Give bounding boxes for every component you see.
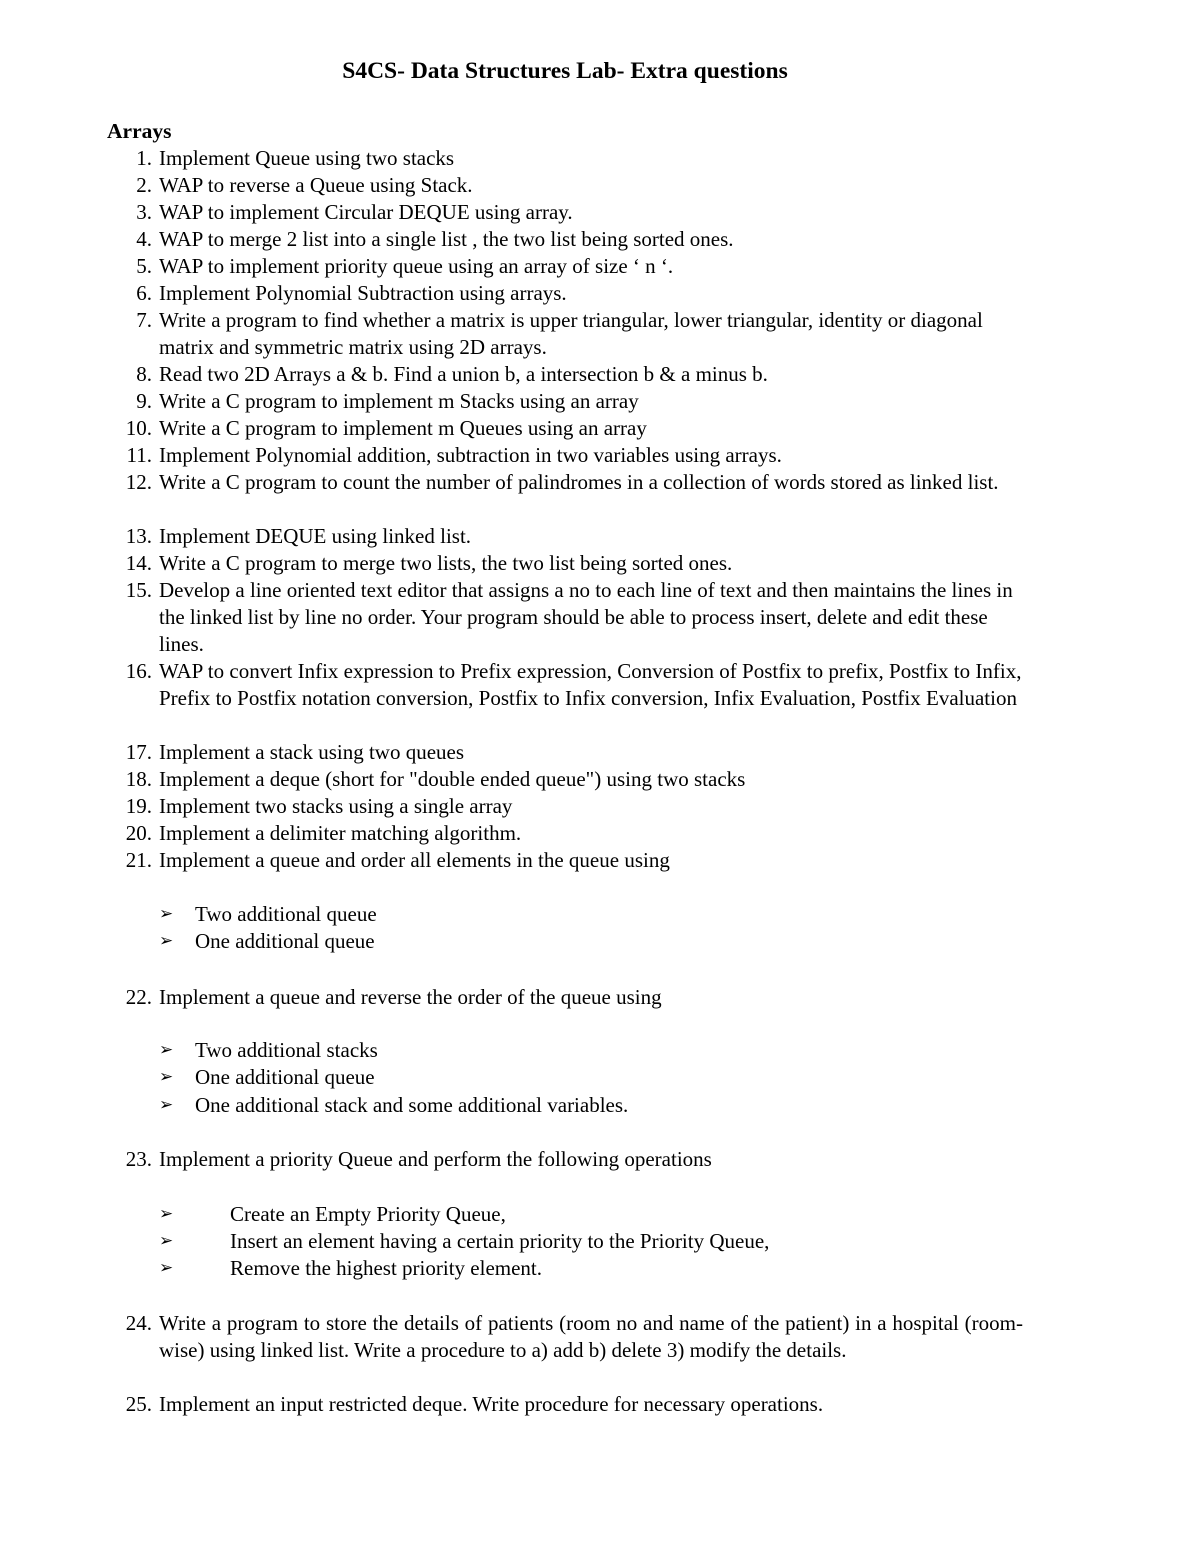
question-number: 2. xyxy=(136,173,152,197)
question-text: Implement two stacks using a single array xyxy=(159,794,513,818)
sub-list-item xyxy=(0,928,1200,955)
question-text: WAP to convert Infix expression to Prefix expression, Conversion of Postfix to prefix, Postfix to Infix, Prefix to Postfix notation conversion, Postfix to Infix conversion, Infix Evaluation, Postfix Evaluation xyxy=(159,659,1022,710)
arrowhead-bullet-icon: ➢ xyxy=(159,1204,174,1224)
question-text: Write a C program to merge two lists, the two list being sorted ones. xyxy=(159,551,733,575)
sub-list-item xyxy=(0,1037,1200,1064)
question-number: 7. xyxy=(136,308,152,332)
sub-list-item xyxy=(0,1228,1200,1255)
sub-list-item xyxy=(0,1255,1200,1282)
arrowhead-bullet-icon: ➢ xyxy=(159,904,174,924)
question-number: 8. xyxy=(136,362,152,386)
arrowhead-bullet-icon: ➢ xyxy=(159,1040,174,1060)
sub-list-item xyxy=(0,1064,1200,1091)
sub-item-text: One additional stack and some additional variables. xyxy=(195,1093,629,1117)
question-number: 16. xyxy=(125,659,152,683)
question-number: 21. xyxy=(125,848,152,872)
question-text: Implement DEQUE using linked list. xyxy=(159,524,472,548)
sub-item-text: One additional queue xyxy=(195,929,375,953)
question-number: 15. xyxy=(125,578,152,602)
sub-list-item xyxy=(0,1092,1200,1119)
question-number: 4. xyxy=(136,227,152,251)
question-number: 24. xyxy=(125,1311,152,1335)
question-text: Implement a queue and reverse the order of the queue using xyxy=(159,985,662,1009)
question-text: Implement a delimiter matching algorithm. xyxy=(159,821,522,845)
question-text: Write a program to find whether a matrix is upper triangular, lower triangular, identity or diagonal matrix and symmetric matrix using 2D arrays. xyxy=(159,308,983,359)
page-title: S4CS- Data Structures Lab- Extra questions xyxy=(342,58,788,84)
question-number: 17. xyxy=(125,740,152,764)
question-text: Write a C program to count the number of palindromes in a collection of words stored as linked list. xyxy=(159,470,999,494)
question-number: 3. xyxy=(136,200,152,224)
question-number: 18. xyxy=(125,767,152,791)
question-number: 19. xyxy=(125,794,152,818)
question-number: 20. xyxy=(125,821,152,845)
question-text: Write a C program to implement m Stacks using an array xyxy=(159,389,639,413)
question-number: 22. xyxy=(125,985,152,1009)
question-text: WAP to implement priority queue using an array of size ‘ n ‘. xyxy=(159,254,674,278)
question-text: Implement a priority Queue and perform the following operations xyxy=(159,1147,712,1171)
question-text: Implement a stack using two queues xyxy=(159,740,465,764)
question-text: Develop a line oriented text editor that assigns a no to each line of text and then maintains the lines in the linked list by line no order. Your program should be able to process insert, delete and edit these lines. xyxy=(159,578,1013,656)
question-text: Implement Polynomial addition, subtraction in two variables using arrays. xyxy=(159,443,782,467)
question-number: 25. xyxy=(125,1392,152,1416)
sub-item-text: Create an Empty Priority Queue, xyxy=(230,1202,506,1226)
question-text: Implement Queue using two stacks xyxy=(159,146,455,170)
sub-list-item xyxy=(0,1201,1200,1228)
question-text: Read two 2D Arrays a & b. Find a union b, a intersection b & a minus b. xyxy=(159,362,768,386)
arrowhead-bullet-icon: ➢ xyxy=(159,1231,174,1251)
question-number: 10. xyxy=(125,416,152,440)
question-number: 6. xyxy=(136,281,152,305)
sub-item-text: Remove the highest priority element. xyxy=(230,1256,543,1280)
sub-item-text: Two additional queue xyxy=(195,902,377,926)
question-number: 9. xyxy=(136,389,152,413)
arrowhead-bullet-icon: ➢ xyxy=(159,1095,174,1115)
sub-list-item xyxy=(0,901,1200,928)
sub-item-text: Insert an element having a certain priority to the Priority Queue, xyxy=(230,1229,770,1253)
question-text: Implement a queue and order all elements in the queue using xyxy=(159,848,670,872)
question-text: Write a program to store the details of patients (room no and name of the patient) in a hospital (room-wise) using linked list. Write a procedure to a) add b) delete 3) modify the details. xyxy=(159,1311,1023,1362)
sub-item-text: Two additional stacks xyxy=(195,1038,378,1062)
question-text: WAP to reverse a Queue using Stack. xyxy=(159,173,473,197)
question-number: 5. xyxy=(136,254,152,278)
arrowhead-bullet-icon: ➢ xyxy=(159,931,174,951)
question-number: 23. xyxy=(125,1147,152,1171)
section-heading: Arrays xyxy=(107,119,172,143)
arrowhead-bullet-icon: ➢ xyxy=(159,1067,174,1087)
question-number: 11. xyxy=(126,443,152,467)
sub-item-text: One additional queue xyxy=(195,1065,375,1089)
question-text: WAP to merge 2 list into a single list , the two list being sorted ones. xyxy=(159,227,734,251)
question-text: WAP to implement Circular DEQUE using array. xyxy=(159,200,573,224)
arrowhead-bullet-icon: ➢ xyxy=(159,1258,174,1278)
question-number: 12. xyxy=(125,470,152,494)
question-text: Implement Polynomial Subtraction using arrays. xyxy=(159,281,567,305)
question-text: Implement an input restricted deque. Write procedure for necessary operations. xyxy=(159,1392,824,1416)
question-number: 1. xyxy=(136,146,152,170)
question-text: Implement a deque (short for "double ended queue") using two stacks xyxy=(159,767,746,791)
question-number: 13. xyxy=(125,524,152,548)
question-text: Write a C program to implement m Queues using an array xyxy=(159,416,647,440)
question-number: 14. xyxy=(125,551,152,575)
